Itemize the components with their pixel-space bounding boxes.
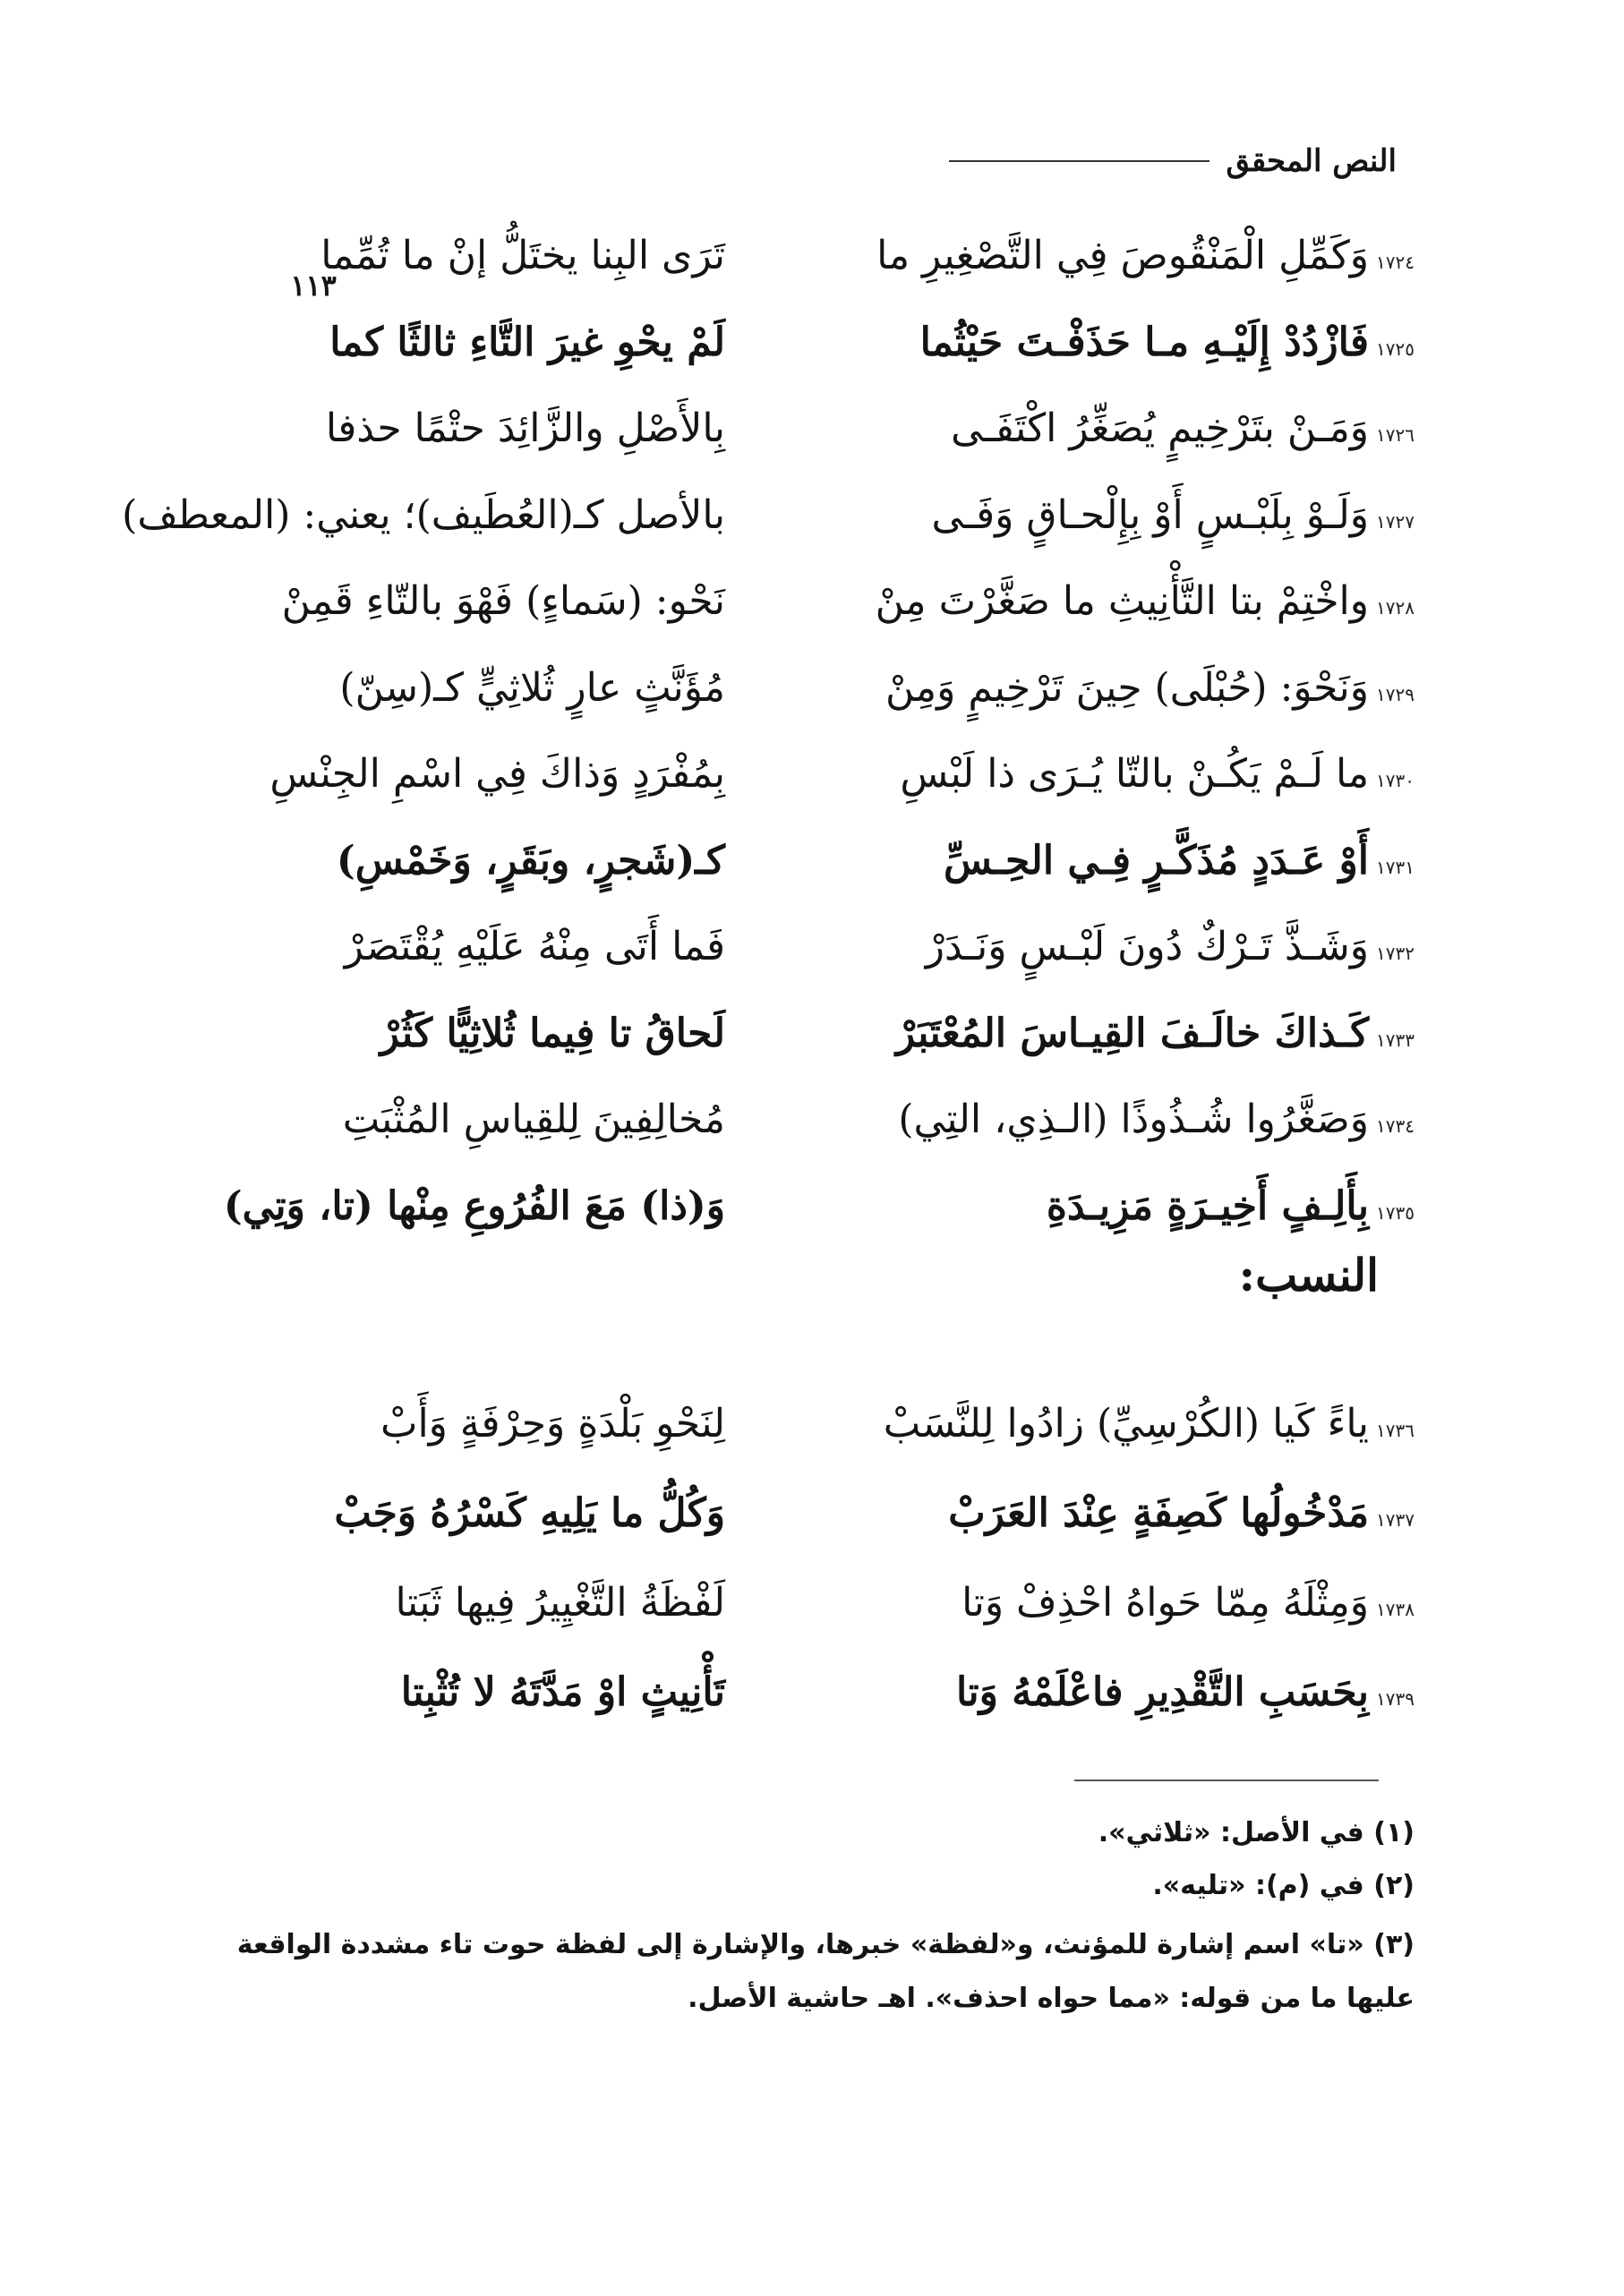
verse-second-hemistich: لَحاقُ تا فِيما ثُلاثِيًّا كَثُرْ xyxy=(380,1010,725,1056)
footnote-3: (٣) «تا» اسم إشارة للمؤنث، و«لفظة» خبرها، والإشارة إلى لفظة حوت تاء مشددة الواقعة عليها ما من قوله: «مما حواه احذف». اهـ حاشية الأصل. xyxy=(236,1929,1415,2014)
verse-block-top xyxy=(122,228,1415,1265)
verse-number: ١٧٣٥ xyxy=(1376,1201,1415,1224)
verse-row xyxy=(224,1486,1415,1575)
footnote-2: (٢) في (م): «تليه». xyxy=(1152,1870,1415,1901)
verse-text: كَـذاكَ خالَـفَ القِيـاسَ المُعْتَبَرْ xyxy=(895,1010,1370,1056)
verse-first-hemistich xyxy=(877,228,1415,284)
verse-first-hemistich xyxy=(877,1575,1415,1631)
verse-first-hemistich xyxy=(877,574,1415,629)
verse-number: ١٧٢٥ xyxy=(1376,337,1415,360)
verse-second-hemistich: لِنَحْوِ بَلْدَةٍ وَحِرْفَةٍ وَأَبْ xyxy=(380,1401,725,1447)
verse-text: مَدْخُولُها كَصِفَةٍ عِنْدَ العَرَبْ xyxy=(948,1490,1370,1536)
verse-number: ١٧٣٧ xyxy=(1376,1509,1415,1531)
verse-first-hemistich xyxy=(877,919,1415,975)
section-heading: النسب: xyxy=(1238,1249,1379,1302)
verse-first-hemistich xyxy=(877,1665,1415,1720)
verse-row xyxy=(224,1396,1415,1486)
verse-text: وَنَحْوَ: (حُبْلَى) حِينَ تَرْخِيمٍ وَمِنْ xyxy=(885,664,1370,711)
verse-second-hemistich: فَما أَتَى مِنْهُ عَلَيْهِ يُقْتَصَرْ xyxy=(344,924,725,969)
verse-second-hemistich: بِمُفْرَدٍ وَذاكَ فِي اسْمِ الجِنْسِ xyxy=(269,751,725,797)
verse-first-hemistich xyxy=(877,1396,1415,1452)
verse-text: وَصَغَّرُوا شُـذُوذًا (الـذِي، التِي) xyxy=(898,1097,1370,1142)
verse-row xyxy=(224,1092,1415,1179)
verse-row xyxy=(224,1006,1415,1093)
verse-first-hemistich xyxy=(877,1092,1415,1148)
verse-number: ١٧٣١ xyxy=(1376,856,1415,878)
verse-number: ١٧٣٨ xyxy=(1376,1599,1415,1620)
verse-row xyxy=(224,574,1415,661)
verse-first-hemistich xyxy=(877,833,1415,889)
verse-second-hemistich: لَمْ يحْوِ غيرَ التَّاءِ ثالثًا كما xyxy=(329,319,725,365)
verse-number: ١٧٣٦ xyxy=(1376,1420,1415,1441)
verse-second-hemistich: وَ(ذا) مَعَ الفُرُوعِ مِنْها (تا، وَتِي) xyxy=(223,1182,725,1229)
verse-second-hemistich: بالأصل كـ(العُطَيف)؛ يعني: (المعطف) xyxy=(122,491,725,538)
verse-number: ١٧٣٠ xyxy=(1376,770,1415,791)
page-number: ١١٣ xyxy=(290,269,337,303)
verse-number: ١٧٢٦ xyxy=(1376,424,1415,446)
verse-text: ما لَـمْ يَكُـنْ بالتّا يُـرَى ذا لَبْسِ xyxy=(900,751,1370,797)
verse-first-hemistich xyxy=(877,315,1415,371)
verse-number: ١٧٣٣ xyxy=(1376,1029,1415,1051)
verse-number: ١٧٣٢ xyxy=(1376,943,1415,964)
verse-row xyxy=(224,747,1415,833)
verse-row xyxy=(224,228,1415,315)
verse-text: وَمِثْلَهُ مِمّا حَواهُ احْذِفْ وَتا xyxy=(962,1580,1370,1626)
verse-row xyxy=(224,919,1415,1006)
header-title: النص المحقق xyxy=(1226,143,1397,179)
verse-row xyxy=(224,401,1415,488)
footnote-separator xyxy=(1074,1780,1379,1781)
verse-first-hemistich xyxy=(877,1179,1415,1234)
verse-text: وَشَـذَّ تَـرْكٌ دُونَ لَبْـسٍ وَنَـدَرْ xyxy=(925,924,1370,969)
verse-second-hemistich: تَأْنِيثٍ اوْ مَدَّتَهُ لا تُثْبِتا xyxy=(400,1669,725,1715)
verse-number: ١٧٢٧ xyxy=(1376,510,1415,533)
verse-number: ١٧٢٤ xyxy=(1376,252,1415,273)
verse-second-hemistich: نَحْو: (سَماءٍ) فَهْوَ بالتّاءِ قَمِنْ xyxy=(281,578,725,624)
verse-second-hemistich: لَفْظَةُ التَّغْيِيرُ فِيها ثَبَتا xyxy=(395,1580,725,1626)
verse-second-hemistich: مُؤَنَّثٍ عارٍ ثُلاثِيٍّ كـ(سِنّ) xyxy=(339,664,725,711)
verse-text: فَازْدُدْ إِلَيْـهِ مـا حَذَفْـتَ حَيْثُما xyxy=(919,319,1370,365)
verse-row xyxy=(224,661,1415,747)
verse-first-hemistich xyxy=(877,401,1415,457)
verse-first-hemistich xyxy=(877,1006,1415,1062)
verse-row xyxy=(224,1575,1415,1665)
verse-first-hemistich xyxy=(877,488,1415,543)
verse-number: ١٧٣٩ xyxy=(1376,1688,1415,1710)
verse-first-hemistich xyxy=(877,661,1415,716)
verse-row xyxy=(224,833,1415,920)
verse-text: وَلَـوْ بِلَبْـسٍ أَوْ بِإِلْحـاقٍ وَفَـى xyxy=(931,491,1370,538)
verse-row xyxy=(224,1665,1415,1754)
verse-text: واخْتِمْ بتا التَّأْنِيثِ ما صَغَّرْتَ مِنْ xyxy=(875,578,1370,624)
verse-row xyxy=(224,315,1415,402)
verse-second-hemistich: مُخالِفِينَ لِلقِياسِ المُثْبَتِ xyxy=(342,1097,725,1142)
verse-second-hemistich: وَكُلُّ ما يَلِيهِ كَسْرُهُ وَجَبْ xyxy=(334,1490,725,1536)
verse-text: بِأَلِـفٍ أَخِيـرَةٍ مَزِيـدَةِ xyxy=(1046,1182,1370,1229)
footnote-1: (١) في الأصل: «ثلاثي». xyxy=(1098,1817,1415,1848)
verse-text: وَكَمِّلِ الْمَنْقُوصَ فِي التَّصْغِيرِ ما xyxy=(876,233,1370,278)
verse-text: ياءً كَيا (الكُرْسِيِّ) زادُوا لِلنَّسَبْ xyxy=(883,1401,1370,1447)
verse-number: ١٧٢٨ xyxy=(1376,597,1415,619)
verse-first-hemistich xyxy=(877,747,1415,802)
running-header xyxy=(949,134,1397,188)
verse-text: أَوْ عَـدَدٍ مُذَكَّـرٍ فِـي الحِـسِّ xyxy=(944,837,1370,883)
verse-second-hemistich: بِالأَصْلِ والزَّائِدَ حتْمًا حذفا xyxy=(325,405,725,451)
verse-row xyxy=(122,488,1415,575)
verse-block-bottom xyxy=(224,1396,1415,1754)
verse-text: وَمَـنْ بتَرْخِيمٍ يُصَغِّرُ اكْتَفَـى xyxy=(951,405,1370,451)
verse-second-hemistich: كـ(شَجرٍ، وبَقَرٍ، وَخَمْسِ) xyxy=(336,837,725,883)
footnotes xyxy=(179,1813,1415,2038)
verse-second-hemistich: تَرَى البِنا يختَلُّ إنْ ما تُمِّما xyxy=(321,233,725,278)
verse-number: ١٧٣٤ xyxy=(1376,1115,1415,1137)
verse-text: بِحَسَبِ التَّقْدِيرِ فاعْلَمْهُ وَتا xyxy=(955,1669,1370,1715)
verse-first-hemistich xyxy=(877,1486,1415,1541)
header-rule xyxy=(949,160,1209,162)
verse-number: ١٧٢٩ xyxy=(1376,683,1415,705)
